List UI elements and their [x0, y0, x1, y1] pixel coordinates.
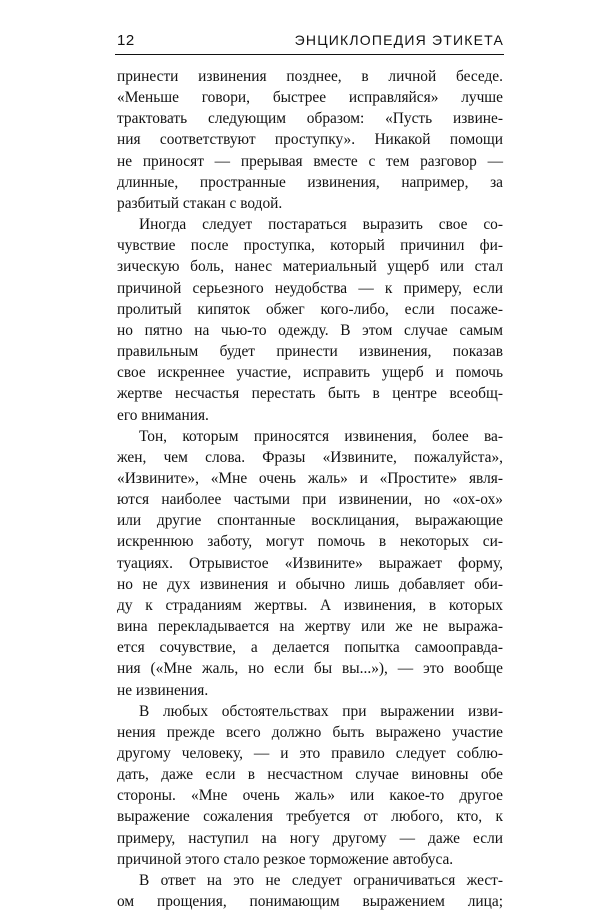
text-line: зическую боль, нанес материальный ущерб или стал: [117, 258, 503, 276]
text-line: выражение сожаления требуется от любого, кто, к: [117, 808, 503, 826]
text-line: или другие спонтанные восклицания, выражающие: [117, 512, 503, 530]
text-line: причиной серьезного неудобства — к примеру, если: [117, 279, 503, 297]
text-line: его внимания.: [117, 406, 209, 424]
text-line: ются наиболее частыми при извинении, но «ох-ох»: [117, 491, 503, 509]
text-line: пролитый кипяток обжег кого-либо, если посаже-: [117, 300, 503, 318]
text-line: искреннюю заботу, могут помочь в некоторых си-: [117, 533, 503, 551]
paragraph: [117, 701, 503, 870]
text-line: не приносят — прерывая вместе с тем разговор —: [117, 152, 503, 170]
text-line: жертве несчастья перестать быть в центре всеобщ-: [117, 385, 503, 403]
text-line: Тон, которым приносятся извинения, более ва-: [139, 427, 503, 445]
book-title: ЭНЦИКЛОПЕДИЯ ЭТИКЕТА: [294, 32, 504, 48]
running-header: [115, 30, 504, 55]
text-line: «Извините», «Мне очень жаль» и «Простите» явля-: [117, 469, 503, 487]
text-line: другому человеку, — и это правило следует соблю-: [117, 745, 503, 762]
text-line: ду к страданиям жертвы. А извинения, в которых: [117, 596, 503, 614]
text-line: длинные, пространные извинения, например, за: [117, 173, 503, 191]
text-line: но пятно на чью-то одежду. В этом случае самым: [117, 321, 503, 339]
text-line: В ответ на это не следует ограничиваться жест-: [139, 871, 503, 889]
text-line: вина перекладывается на жертву или же не выража-: [117, 618, 503, 636]
text-line: туациях. Отрывистое «Извините» выражает форму,: [117, 554, 503, 572]
text-line: нения прежде всего должно быть выражено участие: [117, 723, 503, 741]
text-line: стороны. «Мне очень жаль» или какое-то другое: [117, 787, 503, 805]
text-line: ния соответствуют проступку». Никакой помощи: [117, 131, 503, 149]
text-line: но не дух извинения и обычно лишь добавляет оби-: [117, 575, 503, 593]
text-line: В любых обстоятельствах при выражении изви-: [139, 702, 503, 720]
paragraph: [117, 214, 503, 426]
text-line: трактовать следующим образом: «Пусть извине-: [117, 110, 503, 128]
text-line: разбитый стакан с водой.: [117, 194, 283, 212]
text-line: не извинения.: [117, 681, 209, 699]
text-line: ется сочувствие, а делается попытка самооправда-: [117, 639, 503, 657]
text-line: чувствие после проступка, который причинил фи-: [117, 237, 503, 255]
text-line: принести извинения позднее, в личной беседе.: [117, 68, 503, 85]
text-line: жен, чем слова. Фразы «Извините, пожалуйста»,: [117, 448, 503, 466]
text-line: дать, даже если в несчастном случае виновны обе: [117, 766, 503, 784]
body-text: [117, 66, 503, 912]
paragraph: [117, 870, 503, 912]
text-line: свое искреннее участие, исправить ущерб и помочь: [117, 364, 503, 382]
text-line: ния («Мне жаль, но если бы вы...»), — это вообще: [117, 660, 503, 678]
text-line: ом прощения, понимающим выражением лица;: [117, 893, 503, 911]
paragraph: [117, 66, 503, 214]
text-line: причиной этого стало резкое торможение автобуса.: [117, 850, 454, 868]
text-line: «Меньше говори, быстрее исправляйся» лучше: [117, 89, 503, 107]
paragraph: [117, 426, 503, 701]
text-line: правильным будет принести извинения, показав: [117, 343, 503, 361]
text-line: Иногда следует постараться выразить свое со-: [139, 216, 503, 234]
page-number: 12: [117, 32, 135, 49]
text-line: примеру, наступил на ногу другому — даже если: [117, 829, 503, 847]
